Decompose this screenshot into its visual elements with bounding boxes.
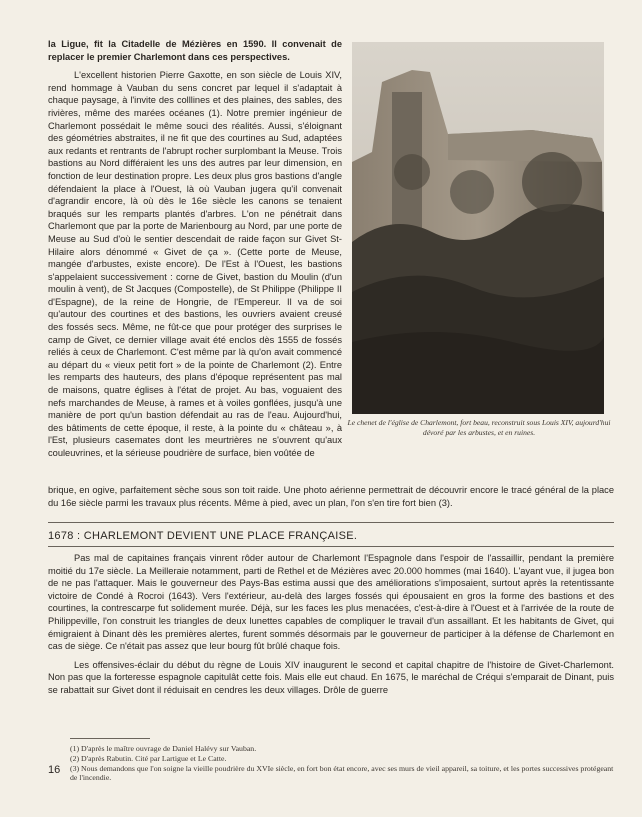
page-number: 16	[48, 764, 61, 776]
paragraph-intro: la Ligue, fit la Citadelle de Mézières en 1590. Il convenait de replacer le premier Charlemont dans ces perspectives.	[48, 39, 342, 62]
paragraph-gaxotte: L'excellent historien Pierre Gaxotte, en son siècle de Louis XIV, rend hommage à Vauban du sens concret par lequel il s'adaptait à chaque paysage, à l'invite des colllines et des plaines, des sables, des rivières, même des marées océanes (1). Notre premier ingénieur de Charlemont possédait le même souci des réalités. Aussi, s'éloignant des géométries abstraites, il ne fit que des courtines au Sud, adaptées aux redants et rentrants de l'abrupt rocher surplombant la Meuse. Trois bastions au Nord différaient les uns des autres par leur dimension, en fonction de leur destination propre. Les deux plus gros bastions d'angle défendaient la place à l'Ouest, là où Vauban jugera qu'il convenait d'agrandir encore, là où dès le 16e siècle les canons se tenaient braqués sur les remparts plantés d'arbres. L'on ne pénétrait dans Charlemont que par la porte de Marienbourg au Nord, par une porte de Meuse au Sud d'où le sentier descendait de raide façon sur Givet St-Hilaire alors dénommé « Givet de ça ». (Cette porte de Meuse, mangée d'arbustes, existe encore). De l'Est à l'Ouest, les bastions s'appelaient successivement : corne de Givet, bastion du Moulin (d'un moulin à vent), de St Jacques (Compostelle), de St Philippe (Philippe II d'Espagne), de la reine de Hongrie, de l'Empereur. Il va de soi qu'autour des courtines et des bastions, les ouvriers avaient creusé des fossés secs. Même, ne fût-ce que pour protéger des surprises le camp de Givet, ce dernier village avait été enclos dès 1555 de fossés reliés à ceux de Charlemont. C'est même par là qu'on avait commencé au départ du « vieux petit fort » de la pointe de Charlemont (2). Entre les remparts des hauteurs, des plans d'époque représentent pas mal de maisons, quatre églises à l'état de projet. Au bas, voguaient des nefs marchandes de Meuse, à rames et à voiles gonflées, jusqu'à une manière de port qu'un bastion défendait au ras de l'eau. Aujourd'hui, des bâtiments de cette époque, il reste, à la pointe du « château », à l'Est, plusieurs casemates dont les meurtrières ne s'ouvrent qu'aux couleuvrines, et la sérieuse poudrière de surface, bien voûtée de	[48, 70, 342, 458]
footnotes	[70, 744, 614, 783]
paragraph-continued: brique, en ogive, parfaitement sèche sous son toit raide. Une photo aérienne permettrait de découvrir encore le tracé général de la place du 16e siècle parmi les travaux plus récents. Même à pied, avec un plan, l'on s'en tire fort bien (3).	[48, 485, 614, 508]
section-body	[48, 552, 614, 697]
continued-text	[48, 484, 614, 509]
footnote-rule	[70, 738, 150, 739]
photo-caption: Le chenet de l'église de Charlemont, fort beau, reconstruit sous Louis XIV, aujourd'hui dévoré par les arbustes, et en ruines.	[347, 418, 611, 437]
section-heading: 1678 : CHARLEMONT DEVIENT UNE PLACE FRANÇAISE.	[48, 530, 358, 542]
footnote-2: (2) D'après Rabutin. Cité par Lartigue et Le Catte.	[70, 753, 227, 763]
left-column-text	[48, 38, 342, 460]
paragraph-offensives: Les offensives-éclair du début du règne de Louis XIV inaugurent le second et capital chapitre de l'histoire de Givet-Charlemont. Non pas que la forteresse espagnole capitulât cette fois. Mais elle eut chaud. En 1675, le maréchal de Créqui s'emparait de Dinant, puis se rabattait sur Givet dont il réduisait en cendres les deux villages. Drôle de guerre	[48, 659, 614, 695]
ruins-photo-image	[352, 42, 604, 414]
section-rule-bottom	[48, 546, 614, 547]
footnote-3: (3) Nous demandons que l'on soigne la vieille poudrière du XVIe siècle, en fort bon état encore, avec ses murs de vieil appareil, sa toiture, et les portes successives protégeant de l'incendie.	[70, 763, 614, 783]
paragraph-capitaines: Pas mal de capitaines français vinrent rôder autour de Charlemont l'Espagnole dans l'espoir de l'assaillir, pendant la première moitié du 17e siècle. La Meilleraie notamment, parti de Rethel et de Mézières avec 20.000 hommes (mai 1640). L'ayant vue, il jugea bon de ne pas l'attaquer. Mais le gouverneur des Pays-Bas estima aussi que des améliorations s'imposaient, surtout après la retentissante victoire de Condé à Rocroi (1643). Vers l'extérieur, au-delà des larges fossés qui épousaient en gros la forme des bastions et des courtines, la contrescarpe fut solidement murée. Déjà, sur les faces les plus menacées, c'est-à-dire à l'Ouest et à l'arrivée de la route de Philippeville, l'on construit les triangles de deux lunettes capables de compliquer le travail d'un assaillant. Et les habitants de Givet, qui émigraient à Dinant dès les premières alertes, furent sommés désormais par le gouverneur de participer à la défense de Charlemont en cas de siège. Ce n'était pas assez que leur bourg fût brûlé chaque fois.	[48, 553, 614, 652]
section-rule-top	[48, 522, 614, 523]
ruins-photo	[352, 42, 604, 414]
footnote-1: (1) D'après le maître ouvrage de Daniel Halévy sur Vauban.	[70, 744, 257, 753]
